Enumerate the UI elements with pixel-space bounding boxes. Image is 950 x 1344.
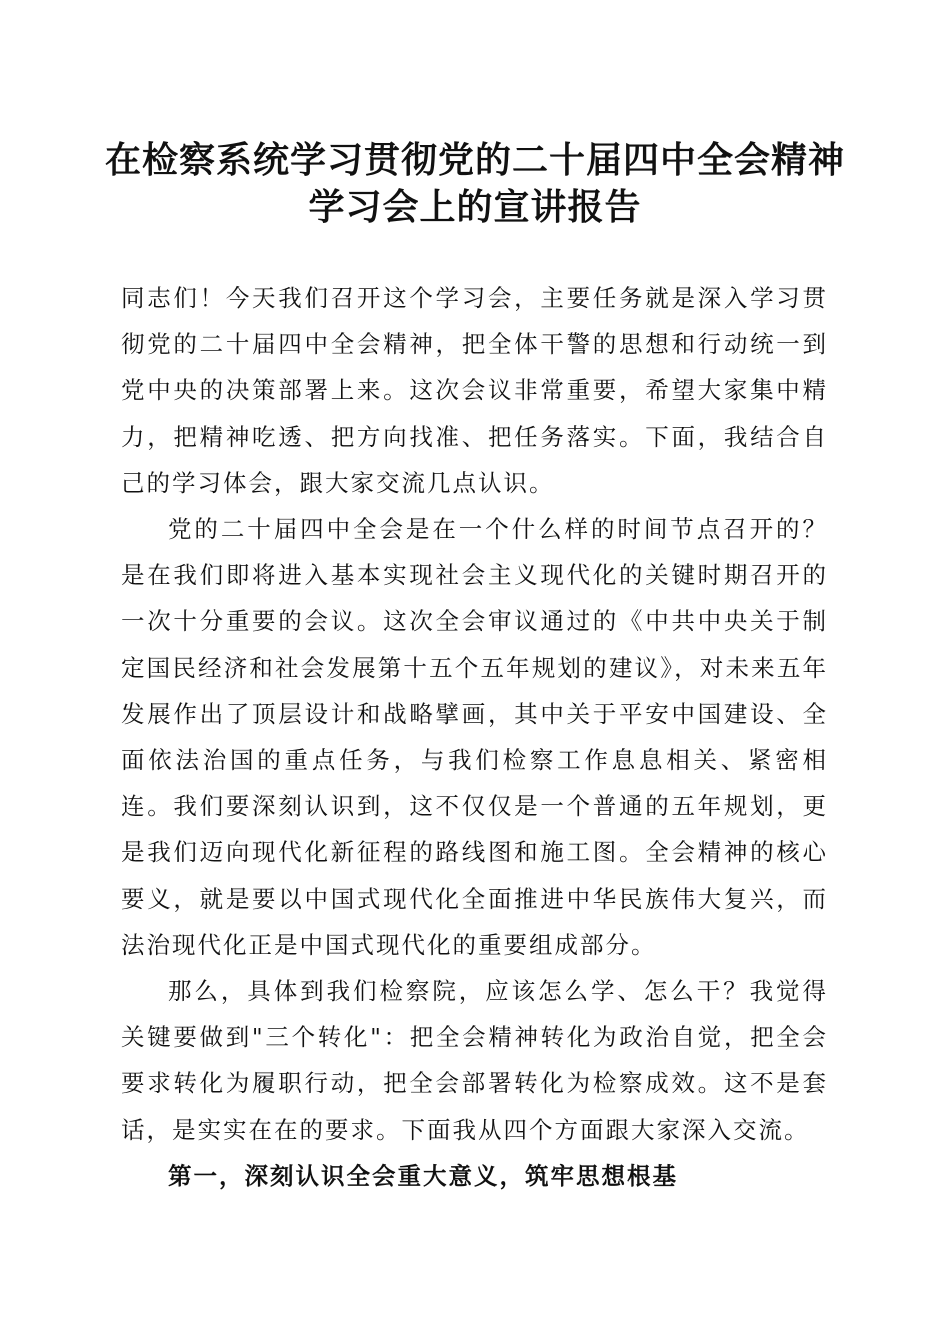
paragraph-three-transformations: 那么，具体到我们检察院，应该怎么学、怎么干？我觉得关键要做到"三个转化"：把全会精神转化为政治自觉，把全会要求转化为履职行动，把全会部署转化为检察成效。这不是套话，是实实在在的要求。下面我从四个方面跟大家深入交流。 [121, 977, 828, 1144]
document-title-line-1: 在检察系统学习贯彻党的二十届四中全会精神 [104, 139, 845, 181]
paragraph-opening: 同志们！今天我们召开这个学习会，主要任务就是深入学习贯彻党的二十届四中全会精神，把全体干警的思想和行动统一到党中央的决策部署上来。这次会议非常重要，希望大家集中精力，把精神吃透、把方向找准、把任务落实。下面，我结合自己的学习体会，跟大家交流几点认识。 [121, 284, 828, 497]
paragraph-background: 党的二十届四中全会是在一个什么样的时间节点召开的？是在我们即将进入基本实现社会主义现代化的关键时期召开的一次十分重要的会议。这次全会审议通过的《中共中央关于制定国民经济和社会发展第十五个五年规划的建议》，对未来五年发展作出了顶层设计和战略擘画，其中关于平安中国建设、全面依法治国的重点任务，与我们检察工作息息相关、紧密相连。我们要深刻认识到，这不仅仅是一个普通的五年规划，更是我们迈向现代化新征程的路线图和施工图。全会精神的核心要义，就是要以中国式现代化全面推进中华民族伟大复兴，而法治现代化正是中国式现代化的重要组成部分。 [121, 515, 828, 959]
document-title-line-2: 学习会上的宣讲报告 [308, 186, 642, 228]
document-body [121, 275, 828, 1199]
section-heading-first: 第一，深刻认识全会重大意义，筑牢思想根基 [168, 1161, 678, 1190]
